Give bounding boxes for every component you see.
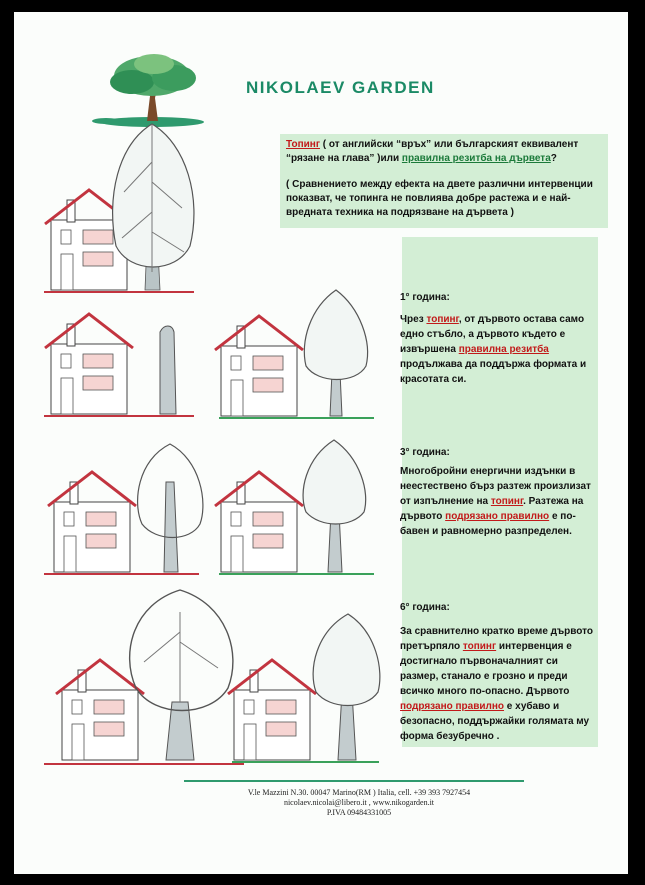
- keyword-topping: Топинг: [286, 139, 320, 150]
- intro-paragraph: ( Сравнението между ефекта на двете различни интервенции показват, че топинга не повлиява добре растежа и е най-вредната техника на подрязване на дървета ): [286, 179, 593, 218]
- text-part: Чрез: [400, 314, 427, 325]
- footer-contact: nicolaev.nicolai@libero.it , www.nikogarden.it: [283, 798, 435, 807]
- year3-heading: 3° година:: [400, 447, 450, 458]
- keyword-proper-pruning: подрязано правилно: [445, 511, 550, 522]
- intro-text-end: ?: [550, 153, 557, 164]
- year3-text: [400, 464, 596, 539]
- year6-heading: 6° година:: [400, 602, 450, 613]
- text-part: . Разтежа на дървото: [400, 496, 584, 522]
- footer-address: V.le Mazzini N.30. 00047 Marino(RM ) Italia, cell. +39 393 7927454: [247, 788, 471, 797]
- text-part: продължава да поддържа формата и красотата си.: [400, 359, 587, 385]
- keyword-topping: топинг: [490, 496, 524, 507]
- text-part: интервенция е достигнало първоначалният си размер, станало е грозно и преди всичко много по-опасно. Дървото: [400, 641, 572, 697]
- year1-heading: 1° година:: [400, 292, 450, 303]
- text-part: , от дървото остава само едно стъбло, а дървото където е извършена: [400, 314, 585, 355]
- intro-text: ( от английски “връх” или българският еквивалент “рязане на глава” )или: [286, 139, 579, 164]
- text-part: е по-бавен и равномерно разпределен.: [400, 511, 576, 537]
- brand-name: NIKOLAEV GARDEN: [246, 78, 435, 97]
- keyword-proper-pruning: правилна резитба на дървета: [401, 153, 551, 164]
- year6-text: [400, 624, 596, 744]
- footer-divider: [184, 780, 524, 782]
- document-page: [14, 12, 628, 874]
- text-part: За сравнително кратко време дървото претърпяло: [400, 626, 594, 652]
- illustrations: [14, 12, 394, 772]
- text-part: е хубаво и безопасно, поддържайки голямата му форма безубречно .: [400, 701, 590, 742]
- footer-vat: P.IVA 09484331005: [326, 808, 392, 817]
- keyword-topping: топинг: [426, 314, 459, 325]
- text-part: Многобройни енергични издънки в неестествено бърз разтеж произлизат от изпълнение на: [400, 466, 591, 507]
- keyword-topping: топинг: [462, 641, 497, 652]
- year1-text: [400, 312, 596, 387]
- keyword-proper-pruning: правилна резитба: [458, 344, 549, 355]
- keyword-proper-pruning: подрязано правилно: [400, 701, 505, 712]
